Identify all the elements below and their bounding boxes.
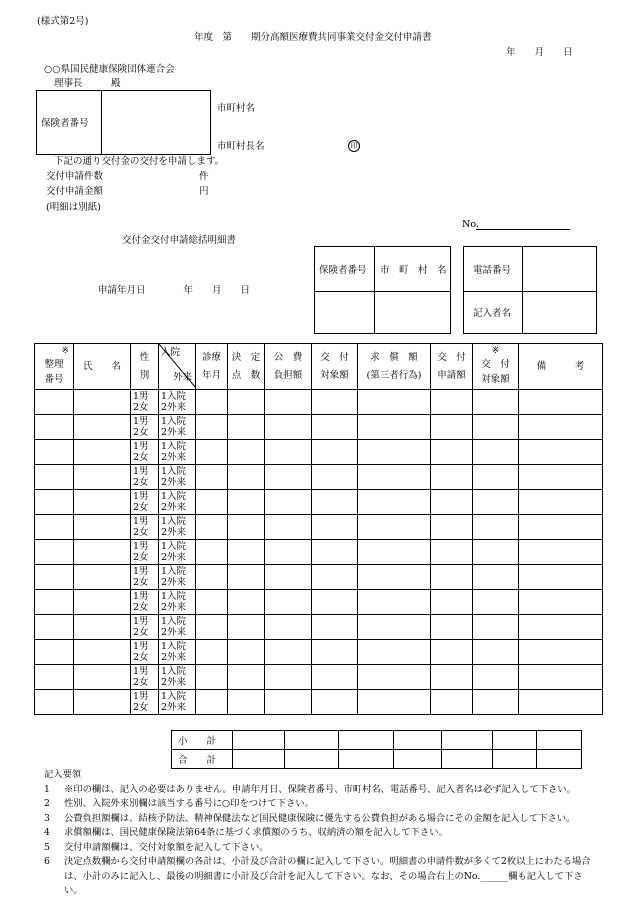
table-cell[interactable]	[228, 465, 265, 490]
table-cell[interactable]	[519, 615, 603, 640]
table-cell[interactable]	[196, 465, 228, 490]
header-municipality: 市 町 村 名	[380, 265, 447, 276]
total-cell[interactable]	[442, 750, 493, 769]
table-cell[interactable]	[431, 565, 473, 590]
admission-cell[interactable]: 1入院 2外来	[159, 490, 196, 515]
table-row	[35, 640, 603, 665]
table-row	[35, 615, 603, 640]
sex-cell[interactable]: 1男 2女	[131, 515, 159, 540]
col-public-header: 公 費 負担額	[265, 344, 312, 390]
subtotal-cell[interactable]	[442, 731, 493, 750]
instructions-list	[44, 783, 600, 899]
table-row	[35, 390, 603, 415]
insurer-number-label: 保険者番号	[41, 118, 89, 129]
table-cell[interactable]	[228, 565, 265, 590]
table-cell[interactable]	[358, 665, 431, 690]
instruction-item: 6 決定点数欄から交付申請額欄の各計は、小計及び合計の欄に記入して下さい。明細書の申請件数が多くて2枚以上にわたる場合は、小計のみに記入し、最後の明細書に小計及び合計を記入して下さい。なお、その場合右上のNo.______欄も記入して下さい。	[44, 856, 591, 896]
table-cell[interactable]	[228, 540, 265, 565]
table-cell[interactable]	[228, 390, 265, 415]
table-cell[interactable]	[228, 440, 265, 465]
table-cell[interactable]	[431, 440, 473, 465]
table-cell[interactable]	[196, 440, 228, 465]
col-target-header: 交 付 対象額	[312, 344, 358, 390]
table-cell[interactable]	[265, 690, 312, 715]
total-cell[interactable]	[339, 750, 394, 769]
form-number: (様式第2号)	[37, 16, 89, 27]
table-cell[interactable]	[358, 465, 431, 490]
subtotal-cell[interactable]	[233, 731, 285, 750]
subtotal-cell[interactable]	[339, 731, 394, 750]
admission-cell[interactable]: 1入院 2外来	[159, 465, 196, 490]
apply-date: 申請年月日 年 月 日	[98, 285, 251, 296]
sex-cell[interactable]: 1男 2女	[131, 615, 159, 640]
table-cell[interactable]	[312, 540, 358, 565]
table-cell[interactable]	[519, 490, 603, 515]
no-label: No.	[462, 219, 479, 230]
mayor-label: 市町村長名	[217, 141, 265, 152]
table-cell[interactable]	[312, 640, 358, 665]
instructions	[44, 768, 600, 899]
table-cell[interactable]	[35, 465, 74, 490]
table-cell[interactable]	[228, 615, 265, 640]
table-cell[interactable]	[431, 640, 473, 665]
table-row	[35, 490, 603, 515]
sex-cell[interactable]: 1男 2女	[131, 665, 159, 690]
table-cell[interactable]	[196, 665, 228, 690]
admission-cell[interactable]: 1入院 2外来	[159, 540, 196, 565]
table-cell[interactable]	[35, 415, 74, 440]
table-cell[interactable]	[473, 440, 519, 465]
admission-cell[interactable]: 1入院 2外来	[159, 590, 196, 615]
table-cell[interactable]	[312, 490, 358, 515]
table-cell[interactable]	[312, 690, 358, 715]
table-cell[interactable]	[196, 690, 228, 715]
sex-cell[interactable]: 1男 2女	[131, 690, 159, 715]
table-cell[interactable]	[431, 390, 473, 415]
subtotal-row	[172, 731, 582, 750]
totals-table	[171, 730, 582, 769]
table-cell[interactable]	[265, 515, 312, 540]
sex-cell[interactable]: 1男 2女	[131, 440, 159, 465]
admission-cell[interactable]: 1入院 2外来	[159, 390, 196, 415]
phone-recorder-box	[463, 246, 597, 334]
table-cell[interactable]	[473, 540, 519, 565]
table-cell[interactable]	[74, 665, 131, 690]
table-cell[interactable]	[358, 590, 431, 615]
table-cell[interactable]	[74, 490, 131, 515]
table-cell[interactable]	[228, 490, 265, 515]
table-cell[interactable]	[358, 440, 431, 465]
table-cell[interactable]	[519, 440, 603, 465]
table-cell[interactable]	[312, 415, 358, 440]
total-cell[interactable]	[537, 750, 582, 769]
table-cell[interactable]	[431, 490, 473, 515]
table-cell[interactable]	[358, 615, 431, 640]
apply-text: 下記の通り交付金の交付を申請します。	[54, 156, 225, 167]
table-cell[interactable]	[312, 390, 358, 415]
table-cell[interactable]	[519, 515, 603, 540]
table-cell[interactable]	[265, 565, 312, 590]
count-label: 交付申請件数	[46, 171, 104, 182]
table-cell[interactable]	[35, 690, 74, 715]
instructions-title: 記入要領	[44, 769, 82, 780]
col-score-header: 決 定 点 数	[228, 344, 265, 390]
col-admission-header: 入院 外来	[159, 344, 196, 390]
table-row	[35, 465, 603, 490]
addressee-person: 理事長 殿	[54, 78, 121, 89]
table-cell[interactable]	[431, 465, 473, 490]
table-cell[interactable]	[74, 640, 131, 665]
table-cell[interactable]	[74, 440, 131, 465]
sex-cell[interactable]: 1男 2女	[131, 565, 159, 590]
table-row	[35, 590, 603, 615]
table-cell[interactable]	[74, 565, 131, 590]
table-cell[interactable]	[519, 465, 603, 490]
table-cell[interactable]	[228, 590, 265, 615]
table-cell[interactable]	[265, 390, 312, 415]
table-cell[interactable]	[265, 615, 312, 640]
table-cell[interactable]	[196, 640, 228, 665]
table-cell[interactable]	[312, 615, 358, 640]
table-cell[interactable]	[519, 540, 603, 565]
table-cell[interactable]	[358, 515, 431, 540]
table-cell[interactable]	[35, 390, 74, 415]
table-cell[interactable]	[228, 640, 265, 665]
table-cell[interactable]	[519, 390, 603, 415]
instruction-item: 1 ※印の欄は、記入の必要はありません。申請年月日、保険者番号、市町村名、電話番号、記入者名は必ず記入して下さい。	[44, 783, 576, 795]
subtotal-label: 小 計	[172, 731, 233, 750]
table-cell[interactable]	[265, 440, 312, 465]
col-date-header: 診療 年月	[196, 344, 228, 390]
table-cell[interactable]	[228, 515, 265, 540]
table-cell[interactable]	[473, 390, 519, 415]
table-cell[interactable]	[196, 390, 228, 415]
sex-cell[interactable]: 1男 2女	[131, 590, 159, 615]
total-cell[interactable]	[394, 750, 442, 769]
summary-title: 交付金交付申請総括明細書	[122, 235, 237, 246]
table-cell[interactable]	[196, 415, 228, 440]
table-cell[interactable]	[519, 640, 603, 665]
table-row	[35, 515, 603, 540]
admission-cell[interactable]: 1入院 2外来	[159, 415, 196, 440]
col-claim-header: 求 償 額 (第三者行為)	[358, 344, 431, 390]
sex-cell[interactable]: 1男 2女	[131, 540, 159, 565]
table-cell[interactable]	[265, 490, 312, 515]
amount-unit: 円	[199, 186, 209, 197]
table-cell[interactable]	[358, 390, 431, 415]
table-cell[interactable]	[74, 690, 131, 715]
table-cell[interactable]	[228, 415, 265, 440]
table-cell[interactable]	[265, 540, 312, 565]
col-sex-header: 性 別	[131, 344, 159, 390]
subtotal-cell[interactable]	[537, 731, 582, 750]
table-cell[interactable]	[431, 515, 473, 540]
count-unit: 件	[199, 171, 209, 182]
table-cell[interactable]	[519, 690, 603, 715]
table-cell[interactable]	[265, 590, 312, 615]
table-cell[interactable]	[74, 615, 131, 640]
table-cell[interactable]	[196, 565, 228, 590]
table-row	[35, 690, 603, 715]
instruction-item: 3 公費負担額欄は、結核予防法、精神保健法など国民健康保険に優先する公費負担がある場合にその金額を記入して下さい。	[44, 812, 576, 824]
table-cell[interactable]	[473, 565, 519, 590]
table-cell[interactable]	[312, 440, 358, 465]
form-title: 年度 第 期分高額医療費共同事業交付金交付申請書	[194, 32, 432, 43]
insurer-number-box	[36, 90, 211, 155]
header-phone: 電話番号	[473, 265, 512, 276]
col-name-header: 氏 名	[74, 344, 131, 390]
detail-separate-note: (明細は別紙)	[46, 202, 101, 213]
table-cell[interactable]	[519, 415, 603, 440]
table-cell[interactable]	[74, 515, 131, 540]
table-cell[interactable]	[228, 690, 265, 715]
detail-table	[34, 343, 603, 715]
detail-table-body	[35, 390, 603, 715]
table-cell[interactable]	[312, 590, 358, 615]
table-cell[interactable]	[265, 665, 312, 690]
total-cell[interactable]	[233, 750, 285, 769]
table-cell[interactable]	[312, 465, 358, 490]
table-cell[interactable]	[519, 565, 603, 590]
table-cell[interactable]	[431, 590, 473, 615]
header-recorder: 記入者名	[473, 308, 512, 319]
table-cell[interactable]	[473, 515, 519, 540]
admission-cell[interactable]: 1入院 2外来	[159, 515, 196, 540]
table-cell[interactable]	[431, 615, 473, 640]
table-cell[interactable]	[35, 515, 74, 540]
table-row	[35, 440, 603, 465]
header-insurer-no: 保険者番号	[319, 265, 367, 276]
table-cell[interactable]	[312, 515, 358, 540]
table-cell[interactable]	[74, 590, 131, 615]
table-cell[interactable]	[312, 565, 358, 590]
table-cell[interactable]	[74, 390, 131, 415]
table-cell[interactable]	[196, 615, 228, 640]
admission-cell[interactable]: 1入院 2外来	[159, 665, 196, 690]
table-cell[interactable]	[358, 415, 431, 440]
col-mtarget-header: ※ 交 付 対象額	[473, 344, 519, 390]
sex-cell[interactable]: 1男 2女	[131, 465, 159, 490]
addressee-org: ○○県国民健康保険団体連合会	[44, 64, 175, 75]
table-cell[interactable]	[473, 590, 519, 615]
subtotal-cell[interactable]	[493, 731, 537, 750]
table-cell[interactable]	[35, 640, 74, 665]
date-line: 年 月 日	[506, 47, 573, 58]
sex-cell[interactable]: 1男 2女	[131, 640, 159, 665]
table-cell[interactable]	[74, 465, 131, 490]
seal-mark: 印	[348, 140, 360, 152]
table-cell[interactable]	[358, 565, 431, 590]
col-apply-header: 交 付 申請額	[431, 344, 473, 390]
total-label: 合 計	[172, 750, 233, 769]
subtotal-cell[interactable]	[285, 731, 339, 750]
admission-cell[interactable]: 1入院 2外来	[159, 615, 196, 640]
table-cell[interactable]	[196, 515, 228, 540]
table-cell[interactable]	[431, 690, 473, 715]
municipality-label: 市町村名	[217, 103, 256, 114]
table-cell[interactable]	[519, 665, 603, 690]
table-cell[interactable]	[196, 540, 228, 565]
table-cell[interactable]	[35, 490, 74, 515]
table-cell[interactable]	[312, 665, 358, 690]
table-cell[interactable]	[519, 590, 603, 615]
table-cell[interactable]	[358, 490, 431, 515]
table-row	[35, 565, 603, 590]
table-cell[interactable]	[431, 415, 473, 440]
table-cell[interactable]	[473, 415, 519, 440]
subtotal-cell[interactable]	[394, 731, 442, 750]
table-cell[interactable]	[35, 615, 74, 640]
amount-label: 交付申請金額	[46, 186, 104, 197]
admission-cell[interactable]: 1入院 2外来	[159, 565, 196, 590]
instruction-item: 2 性別、入院外来別欄は該当する番号に○印をつけて下さい。	[44, 798, 314, 809]
table-cell[interactable]	[431, 665, 473, 690]
table-cell[interactable]	[35, 565, 74, 590]
table-cell[interactable]	[35, 540, 74, 565]
sex-cell[interactable]: 1男 2女	[131, 490, 159, 515]
insurer-municipality-box	[314, 246, 451, 334]
table-cell[interactable]	[358, 540, 431, 565]
total-row	[172, 750, 582, 769]
admission-cell[interactable]: 1入院 2外来	[159, 640, 196, 665]
table-cell[interactable]	[35, 665, 74, 690]
table-cell[interactable]	[74, 415, 131, 440]
table-cell[interactable]	[265, 640, 312, 665]
sex-cell[interactable]: 1男 2女	[131, 415, 159, 440]
table-row	[35, 665, 603, 690]
col-remarks-header: 備 考	[519, 344, 603, 390]
instruction-item: 5 交付申請額欄は、交付対象額を記入して下さい。	[44, 841, 269, 853]
total-cell[interactable]	[285, 750, 339, 769]
table-row	[35, 540, 603, 565]
table-cell[interactable]	[473, 615, 519, 640]
instruction-item: 4 求償額欄は、国民健康保険法第64条に基づく求償額のうち、収納済の額を記入して下さい。	[44, 827, 448, 838]
table-cell[interactable]	[473, 690, 519, 715]
table-cell[interactable]	[196, 490, 228, 515]
col-seiri-header: ※ 整理 番号	[35, 344, 74, 390]
table-cell[interactable]	[473, 640, 519, 665]
table-cell[interactable]	[196, 590, 228, 615]
table-cell[interactable]	[358, 690, 431, 715]
table-row	[35, 415, 603, 440]
table-cell[interactable]	[35, 440, 74, 465]
admission-cell[interactable]: 1入院 2外来	[159, 690, 196, 715]
admission-cell[interactable]: 1入院 2外来	[159, 440, 196, 465]
table-cell[interactable]	[265, 415, 312, 440]
table-cell[interactable]	[228, 665, 265, 690]
table-cell[interactable]	[265, 465, 312, 490]
table-cell[interactable]	[473, 665, 519, 690]
sex-cell[interactable]: 1男 2女	[131, 390, 159, 415]
table-cell[interactable]	[74, 540, 131, 565]
table-cell[interactable]	[473, 490, 519, 515]
no-underline	[476, 229, 570, 230]
table-cell[interactable]	[35, 590, 74, 615]
table-cell[interactable]	[431, 540, 473, 565]
table-cell[interactable]	[473, 465, 519, 490]
total-cell[interactable]	[493, 750, 537, 769]
table-cell[interactable]	[358, 640, 431, 665]
